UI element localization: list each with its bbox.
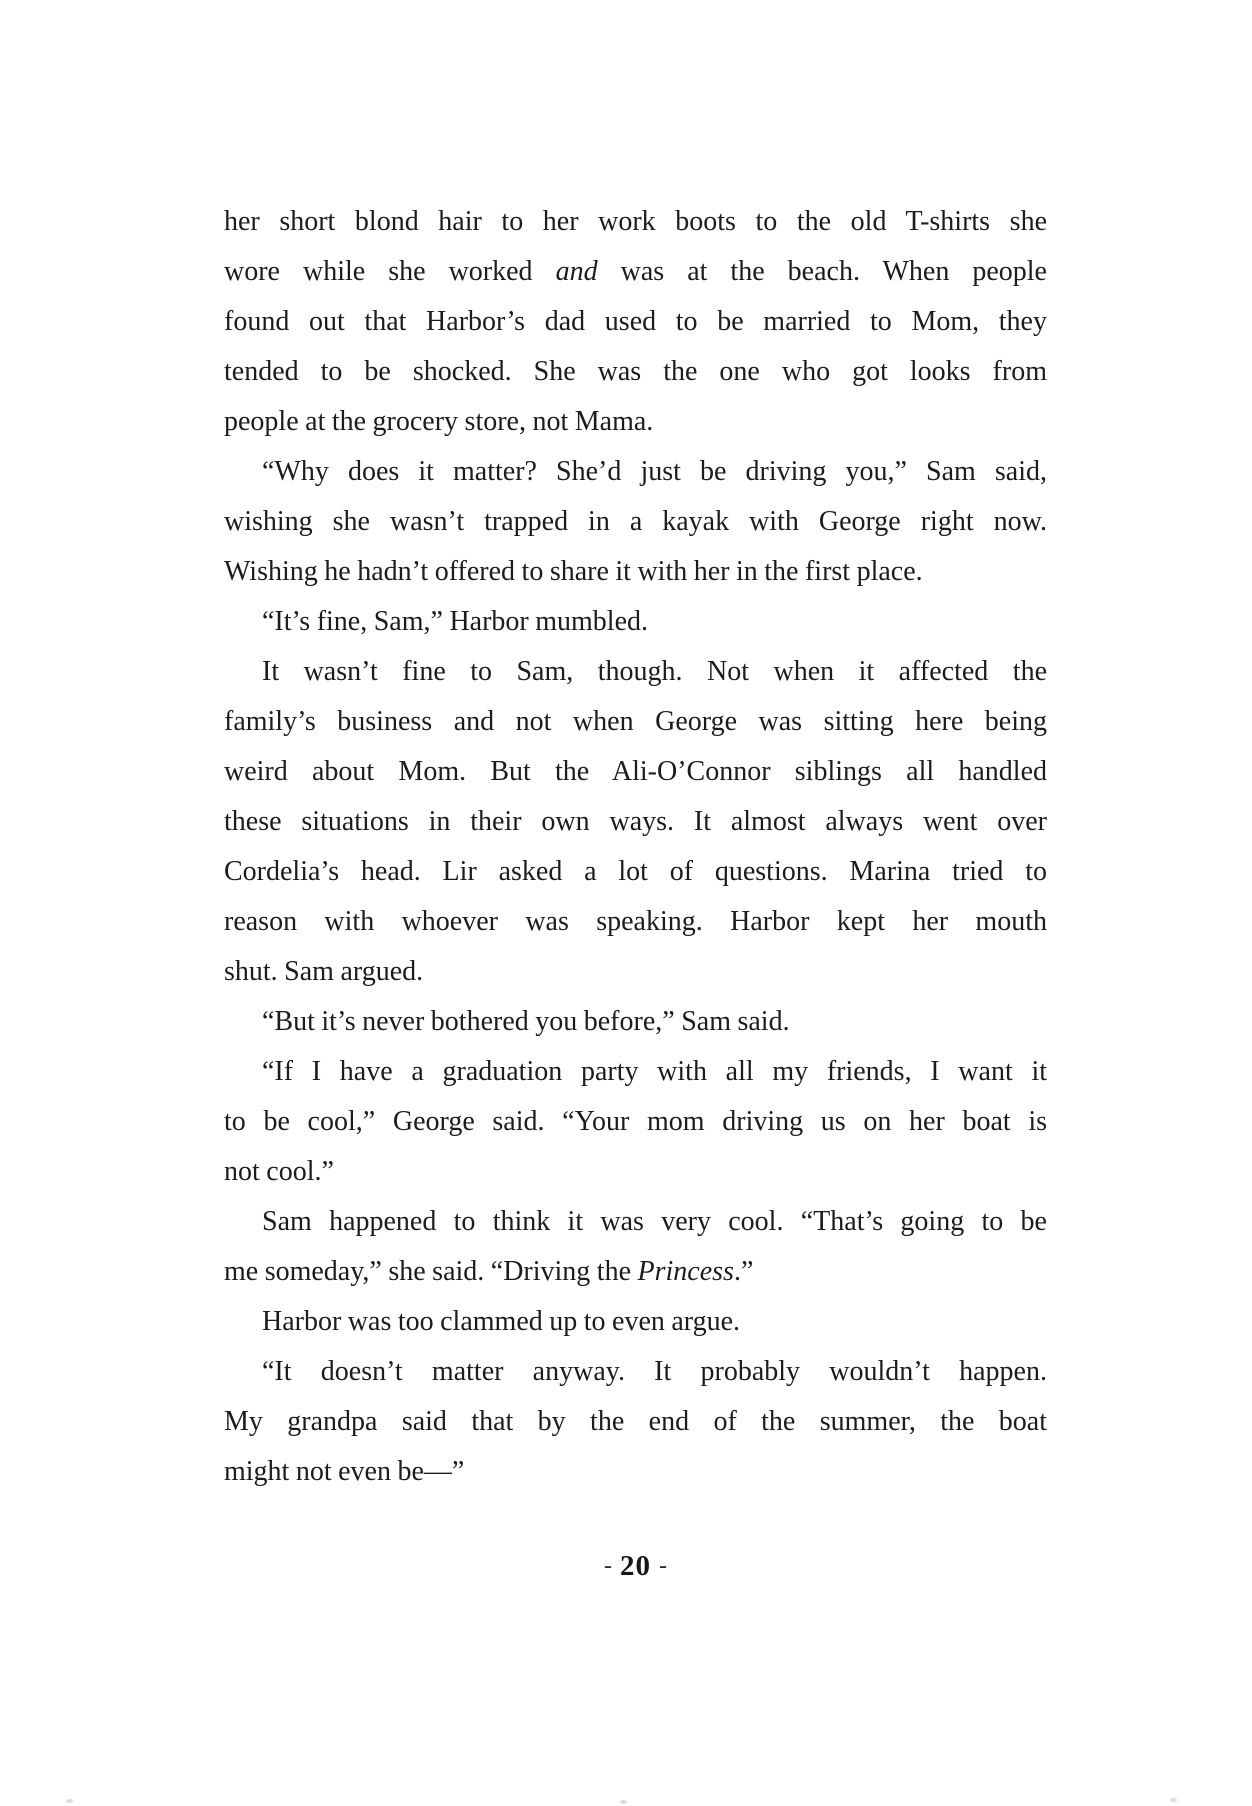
text-line <box>224 947 1047 997</box>
text-segment: family’s business and not when George was sitting here being <box>224 706 1047 737</box>
text-line <box>224 597 1047 647</box>
text-segment: tended to be shocked. She was the one who got looks from <box>224 356 1047 387</box>
text-segment: It wasn’t fine to Sam, though. Not when it affected the <box>262 656 1047 687</box>
text-segment: to be cool,” George said. “Your mom driving us on her boat is <box>224 1106 1047 1137</box>
text-line <box>224 697 1047 747</box>
paragraph <box>224 597 1047 647</box>
text-line <box>224 847 1047 897</box>
text-block <box>224 197 1047 1497</box>
text-line <box>224 1047 1047 1097</box>
text-line <box>224 1097 1047 1147</box>
text-line <box>224 1297 1047 1347</box>
italic-text: Princess <box>637 1256 734 1287</box>
text-segment: was at the beach. When people <box>597 256 1047 287</box>
paragraph <box>224 447 1047 597</box>
text-line <box>224 1147 1047 1197</box>
text-line <box>224 297 1047 347</box>
text-segment: shut. Sam argued. <box>224 956 424 987</box>
folio-dash-right: - <box>659 1553 667 1579</box>
text-segment: Sam happened to think it was very cool. “That’s going to be <box>262 1206 1047 1237</box>
scan-artifact <box>1170 1798 1177 1802</box>
text-line <box>224 1247 1047 1297</box>
folio-dash-left: - <box>604 1553 612 1579</box>
text-line <box>224 1447 1047 1497</box>
paragraph <box>224 997 1047 1047</box>
text-segment: weird about Mom. But the Ali-O’Connor siblings all handled <box>224 756 1047 787</box>
text-line <box>224 247 1047 297</box>
text-line <box>224 447 1047 497</box>
text-segment: Harbor was too clammed up to even argue. <box>262 1306 741 1337</box>
italic-text: and <box>555 256 598 287</box>
text-line <box>224 1347 1047 1397</box>
text-line <box>224 347 1047 397</box>
text-segment: “If I have a graduation party with all my friends, I want it <box>262 1056 1047 1087</box>
paragraph <box>224 1297 1047 1347</box>
page-number: 20 <box>620 1550 651 1582</box>
paragraph <box>224 1047 1047 1197</box>
text-segment: Wishing he hadn’t offered to share it with her in the first place. <box>224 556 923 587</box>
text-line <box>224 197 1047 247</box>
text-line <box>224 1397 1047 1447</box>
text-line <box>224 547 1047 597</box>
paragraph <box>224 1197 1047 1297</box>
paragraph <box>224 647 1047 997</box>
text-line <box>224 497 1047 547</box>
scan-artifact <box>620 1800 627 1804</box>
text-line <box>224 647 1047 697</box>
text-line <box>224 797 1047 847</box>
text-segment: Cordelia’s head. Lir asked a lot of questions. Marina tried to <box>224 856 1047 887</box>
text-segment: “But it’s never bothered you before,” Sam said. <box>262 1006 790 1037</box>
page-footer <box>224 1549 1047 1588</box>
text-segment: not cool.” <box>224 1156 334 1187</box>
text-segment: My grandpa said that by the end of the summer, the boat <box>224 1406 1047 1437</box>
text-segment: .” <box>733 1256 754 1287</box>
text-segment: “Why does it matter? She’d just be driving you,” Sam said, <box>262 456 1047 487</box>
paragraph <box>224 1347 1047 1497</box>
text-line <box>224 397 1047 447</box>
text-segment: found out that Harbor’s dad used to be married to Mom, they <box>224 306 1047 337</box>
text-segment: might not even be—” <box>224 1456 465 1487</box>
text-segment: reason with whoever was speaking. Harbor kept her mouth <box>224 906 1047 937</box>
text-segment: wore while she worked <box>224 256 556 287</box>
text-line <box>224 1197 1047 1247</box>
text-segment: me someday,” she said. “Driving the <box>224 1256 638 1287</box>
paragraph <box>224 197 1047 447</box>
text-segment: people at the grocery store, not Mama. <box>224 406 654 437</box>
scan-artifact <box>66 1799 73 1803</box>
text-segment: “It doesn’t matter anyway. It probably wouldn’t happen. <box>262 1356 1047 1387</box>
text-segment: these situations in their own ways. It almost always went over <box>224 806 1047 837</box>
text-segment: her short blond hair to her work boots to the old T-shirts she <box>224 206 1047 237</box>
text-segment: wishing she wasn’t trapped in a kayak with George right now. <box>224 506 1047 537</box>
text-segment: “It’s fine, Sam,” Harbor mumbled. <box>262 606 649 637</box>
text-line <box>224 997 1047 1047</box>
text-line <box>224 897 1047 947</box>
text-line <box>224 747 1047 797</box>
